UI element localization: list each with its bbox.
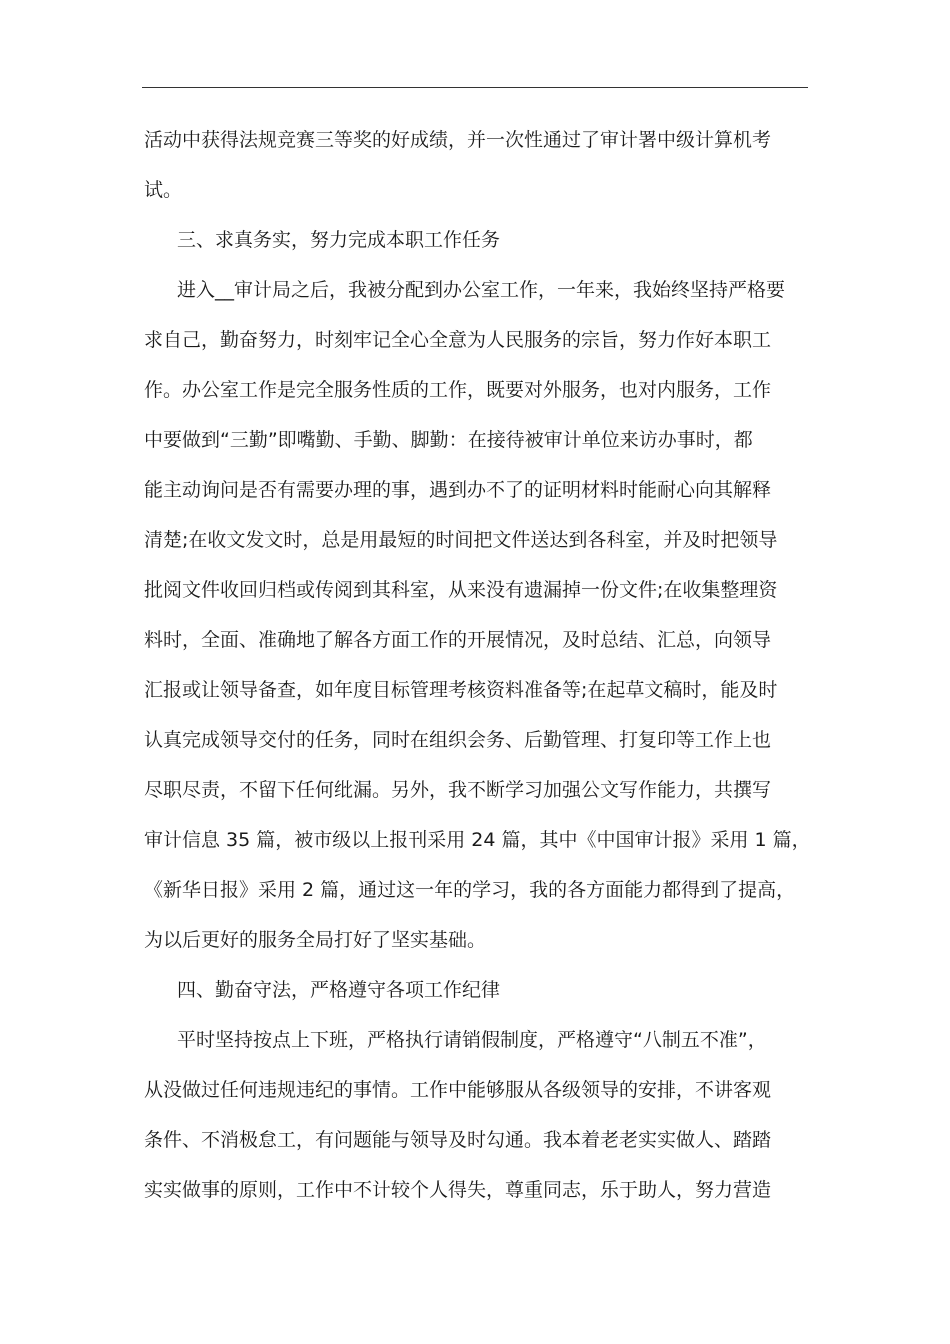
text-line: 求自己，勤奋努力，时刻牢记全心全意为人民服务的宗旨，努力作好本职工 — [144, 329, 772, 351]
text-line: 《新华日报》采用 2 篇，通过这一年的学习，我的各方面能力都得到了提高， — [144, 879, 796, 901]
section-heading: 三、求真务实，努力完成本职工作任务 — [177, 229, 501, 251]
text-line: 认真完成领导交付的任务，同时在组织会务、后勤管理、打复印等工作上也 — [144, 729, 772, 751]
text-line: 批阅文件收回归档或传阅到其科室，从来没有遗漏掉一份文件;在收集整理资 — [144, 579, 778, 601]
text-line: 汇报或让领导备查，如年度目标管理考核资料准备等;在起草文稿时，能及时 — [144, 679, 778, 701]
text-line: 尽职尽责，不留下任何纰漏。另外，我不断学习加强公文写作能力，共撰写 — [144, 779, 772, 801]
text-line: 为以后更好的服务全局打好了坚实基础。 — [144, 929, 487, 951]
text-line: 活动中获得法规竞赛三等奖的好成绩，并一次性通过了审计署中级计算机考 — [144, 129, 772, 151]
text-line: 作。办公室工作是完全服务性质的工作，既要对外服务，也对内服务，工作 — [144, 379, 772, 401]
text-line: 进入__审计局之后，我被分配到办公室工作，一年来，我始终坚持严格要 — [177, 279, 786, 301]
section-heading: 四、勤奋守法，严格遵守各项工作纪律 — [177, 979, 501, 1001]
text-line: 实实做事的原则，工作中不计较个人得失，尊重同志，乐于助人，努力营造 — [144, 1179, 772, 1201]
text-line: 审计信息 35 篇，被市级以上报刊采用 24 篇，其中《中国审计报》采用 1 篇， — [144, 829, 811, 851]
text-line: 条件、不消极怠工，有问题能与领导及时勾通。我本着老老实实做人、踏踏 — [144, 1129, 772, 1151]
text-line: 试。 — [144, 179, 183, 201]
text-line: 平时坚持按点上下班，严格执行请销假制度，严格遵守“八制五不准”， — [177, 1029, 767, 1051]
text-line: 能主动询问是否有需要办理的事，遇到办不了的证明材料时能耐心向其解释 — [144, 479, 772, 501]
text-line: 清楚;在收文发文时，总是用最短的时间把文件送达到各科室，并及时把领导 — [144, 529, 778, 551]
header-rule — [142, 87, 808, 88]
text-line: 从没做过任何违规违纪的事情。工作中能够服从各级领导的安排，不讲客观 — [144, 1079, 772, 1101]
text-line: 料时，全面、准确地了解各方面工作的开展情况，及时总结、汇总，向领导 — [144, 629, 772, 651]
text-line: 中要做到“三勤”即嘴勤、手勤、脚勤：在接待被审计单位来访办事时，都 — [144, 429, 753, 451]
